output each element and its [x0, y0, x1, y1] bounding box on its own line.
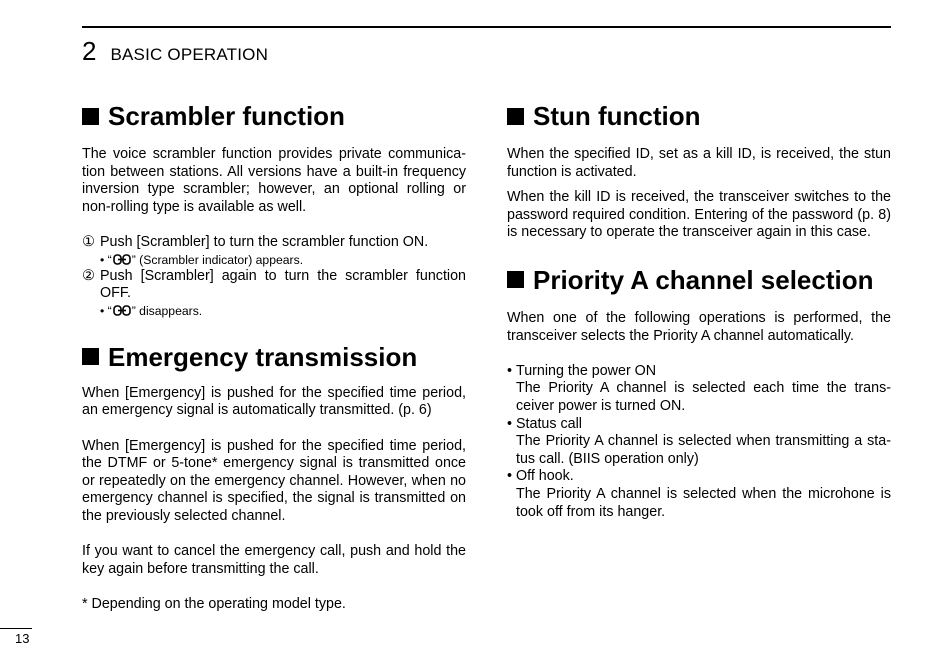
bullet: •	[507, 468, 513, 485]
list-item-label: Off hook.	[516, 468, 574, 485]
emergency-footnote: * Depending on the operating model type.	[82, 595, 346, 612]
stun-paragraph-1: When the specified ID, set as a kill ID, is received, the stun function is activated.	[507, 146, 891, 180]
priority-intro: When one of the following operations is performed, the transceiver selects the Priority A channel automatically.	[507, 309, 891, 344]
note-text: ” (Scrambler indicator) appears.	[131, 252, 304, 267]
list-item	[507, 416, 891, 434]
chapter-title: BASIC OPERATION	[110, 45, 269, 64]
scrambler-indicator-icon	[113, 305, 131, 316]
priority-title: Priority A channel selection	[533, 264, 874, 295]
bullet: •	[507, 362, 513, 379]
emergency-paragraph-1: When [Emergency] is pushed for the specified time period, an emergency signal is automatically transmitted. (p. 6)	[82, 384, 466, 419]
section-square-icon	[82, 348, 99, 365]
step-text: Push [Scrambler] again to turn the scrambler function OFF.	[100, 267, 466, 302]
quote-open: • “	[100, 252, 112, 267]
scrambler-heading	[82, 100, 466, 132]
step-text: Push [Scrambler] to turn the scrambler function ON.	[100, 233, 429, 250]
chapter-header	[82, 36, 268, 66]
list-item-detail: The Priority A channel is selected when transmitting a sta-tus call. (BIIS operation only)	[516, 433, 891, 467]
note-text: ” disappears.	[131, 303, 203, 318]
page-number: 13	[15, 631, 30, 646]
list-item-detail: The Priority A channel is selected each time the trans-ceiver power is turned ON.	[516, 380, 891, 414]
stun-paragraph-2: When the kill ID is received, the transceiver switches to the password required condition. Entering of the password (p. 8) is necessary to operate the transceiver again in this case.	[507, 189, 891, 241]
stun-title: Stun function	[533, 101, 701, 131]
emergency-paragraph-3: If you want to cancel the emergency call, push and hold the key again before transmitting the call.	[82, 543, 466, 577]
scrambler-intro: The voice scrambler function provides private communica-tion between stations. All versions have a built-in frequency inversion type scrambler; however, an optional rolling or non-rolling type is available as well.	[82, 146, 466, 215]
left-column	[82, 100, 466, 613]
list-item-label: Status call	[516, 415, 582, 432]
bullet: •	[507, 415, 513, 432]
list-item-label: Turning the power ON	[516, 362, 657, 379]
right-column	[507, 100, 891, 521]
section-square-icon	[507, 271, 524, 288]
emergency-title: Emergency transmission	[108, 341, 418, 372]
priority-heading	[507, 264, 891, 296]
scrambler-indicator-icon	[113, 254, 131, 265]
emergency-heading	[82, 341, 466, 373]
scrambler-step-1	[82, 234, 466, 252]
priority-list	[507, 363, 891, 521]
list-item-detail: The Priority A channel is selected when the microhone is took off from its hanger.	[516, 485, 891, 520]
page-number-rule	[0, 628, 32, 629]
scrambler-step-2-note	[82, 303, 466, 319]
step-number: ①	[82, 233, 95, 250]
chapter-number: 2	[82, 36, 97, 66]
section-square-icon	[82, 108, 99, 125]
stun-heading	[507, 100, 891, 132]
step-number: ②	[82, 267, 95, 284]
scrambler-step-1-note	[82, 252, 466, 268]
list-item	[507, 363, 891, 381]
list-item	[507, 468, 891, 486]
section-square-icon	[507, 108, 524, 125]
scrambler-title: Scrambler function	[108, 101, 345, 131]
quote-open: • “	[100, 303, 112, 318]
header-rule	[82, 26, 891, 28]
scrambler-step-2	[82, 268, 466, 303]
emergency-paragraph-2: When [Emergency] is pushed for the specified time period, the DTMF or 5-tone* emergency signal is transmitted once or repeatedly on the emergency channel. However, when no emergency channel is specified, the signal is transmitted on the previously selected channel.	[82, 437, 466, 524]
